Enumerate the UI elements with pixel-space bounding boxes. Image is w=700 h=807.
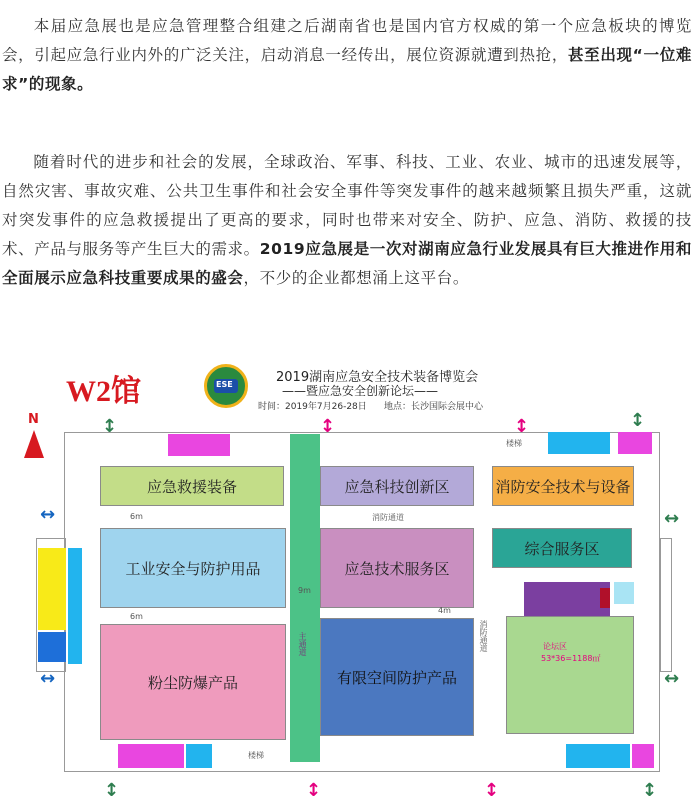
stairs-label: 楼梯 [248,751,264,760]
zone-confined-space: 有限空间防护产品 [320,618,474,736]
north-label: N [28,412,39,427]
side-block-blue [38,632,66,662]
north-arrow-icon [24,430,44,458]
width-label: 6m [130,512,143,521]
exit-arrow-icon: ↕ [514,416,530,437]
exit-arrow-icon: ↔ [664,508,680,529]
stage-purple [524,582,610,616]
exit-arrow-icon: ↕ [642,780,658,801]
exit-arrow-icon: ↕ [306,780,322,801]
paragraph-2 [2,148,692,293]
side-box-cyan [614,582,634,604]
zone-tech-innovation: 应急科技创新区 [320,466,474,506]
expo-info: 时间：2019年7月26-28日 地点：长沙国际会展中心 [258,402,483,412]
restroom-block [632,744,654,768]
side-block-cyan [68,548,82,664]
fire-passage-vertical-label: 消防通道 [479,620,488,652]
zone-forum [506,616,634,734]
width-label: 4m [438,606,451,615]
stage-red [600,588,610,608]
exit-arrow-icon: ↕ [484,780,500,801]
zone-tech-service: 应急技术服务区 [320,528,474,608]
exit-arrow-icon: ↕ [630,410,646,431]
forum-size: 53*36=1188㎡ [541,654,601,663]
zone-comprehensive-service: 综合服务区 [492,528,632,568]
side-block-yellow [38,548,66,630]
restroom-block [548,432,610,454]
restroom-block [566,744,630,768]
restroom-block [186,744,212,768]
exit-arrow-icon: ↔ [40,504,56,525]
restroom-block [118,744,184,768]
paragraph-1-bold: 甚至出现“一位难求”的现象。 [2,46,692,93]
paragraph-2-bold: 2019应急展是一次对湖南应急行业发展具有巨大推进作用和全面展示应急科技重要成果的盛会 [2,240,692,287]
restroom-block [168,434,230,456]
expo-title: 2019湖南应急安全技术装备博览会 [276,370,479,385]
width-label: 9m [298,586,311,595]
logo-text: ESE [216,380,233,389]
exit-arrow-icon: ↕ [102,416,118,437]
exit-arrow-icon: ↕ [104,780,120,801]
paragraph-2-text: 随着时代的进步和社会的发展，全球政治、军事、科技、工业、农业、城市的迅速发展等，自然灾害、事故灾难、公共卫生事件和社会安全事件等突发事件的越来越频繁且损失严重，这就对突发事件的应急救援提出了更高的要求，同时也带来对安全、防护、应急、消防、救援的技术、产品与服务等产生巨大的需求。 [2,153,692,258]
expo-subtitle: ——暨应急安全创新论坛—— [282,384,439,398]
width-label: 6m [130,612,143,621]
zone-dust-explosion: 粉尘防爆产品 [100,624,286,740]
floor-plan-image [18,352,683,804]
main-aisle [290,434,320,762]
exit-arrow-icon: ↔ [664,668,680,689]
expo-logo [204,364,248,408]
exit-arrow-icon: ↔ [40,668,56,689]
right-wing-outline [660,538,672,672]
paragraph-1 [2,12,692,99]
exit-arrow-icon: ↕ [320,416,336,437]
zone-fire-safety: 消防安全技术与设备 [492,466,634,506]
zone-rescue-equipment: 应急救援装备 [100,466,284,506]
main-aisle-label: 主通道 [298,632,307,656]
paragraph-1-text: 本届应急展也是应急管理整合组建之后湖南省也是国内官方权威的第一个应急板块的博览会，引起应急行业内外的广泛关注，启动消息一经传出，展位资源就遭到热抢， [2,17,692,64]
stairs-label: 楼梯 [506,439,522,448]
restroom-block [618,432,652,454]
fire-passage-label: 消防通道 [372,513,404,522]
forum-label: 论坛区 [543,642,567,651]
zone-industrial-safety: 工业安全与防护用品 [100,528,286,608]
paragraph-2-tail: ，不少的企业都想涌上这平台。 [243,269,469,287]
hall-label: W2馆 [66,375,141,408]
